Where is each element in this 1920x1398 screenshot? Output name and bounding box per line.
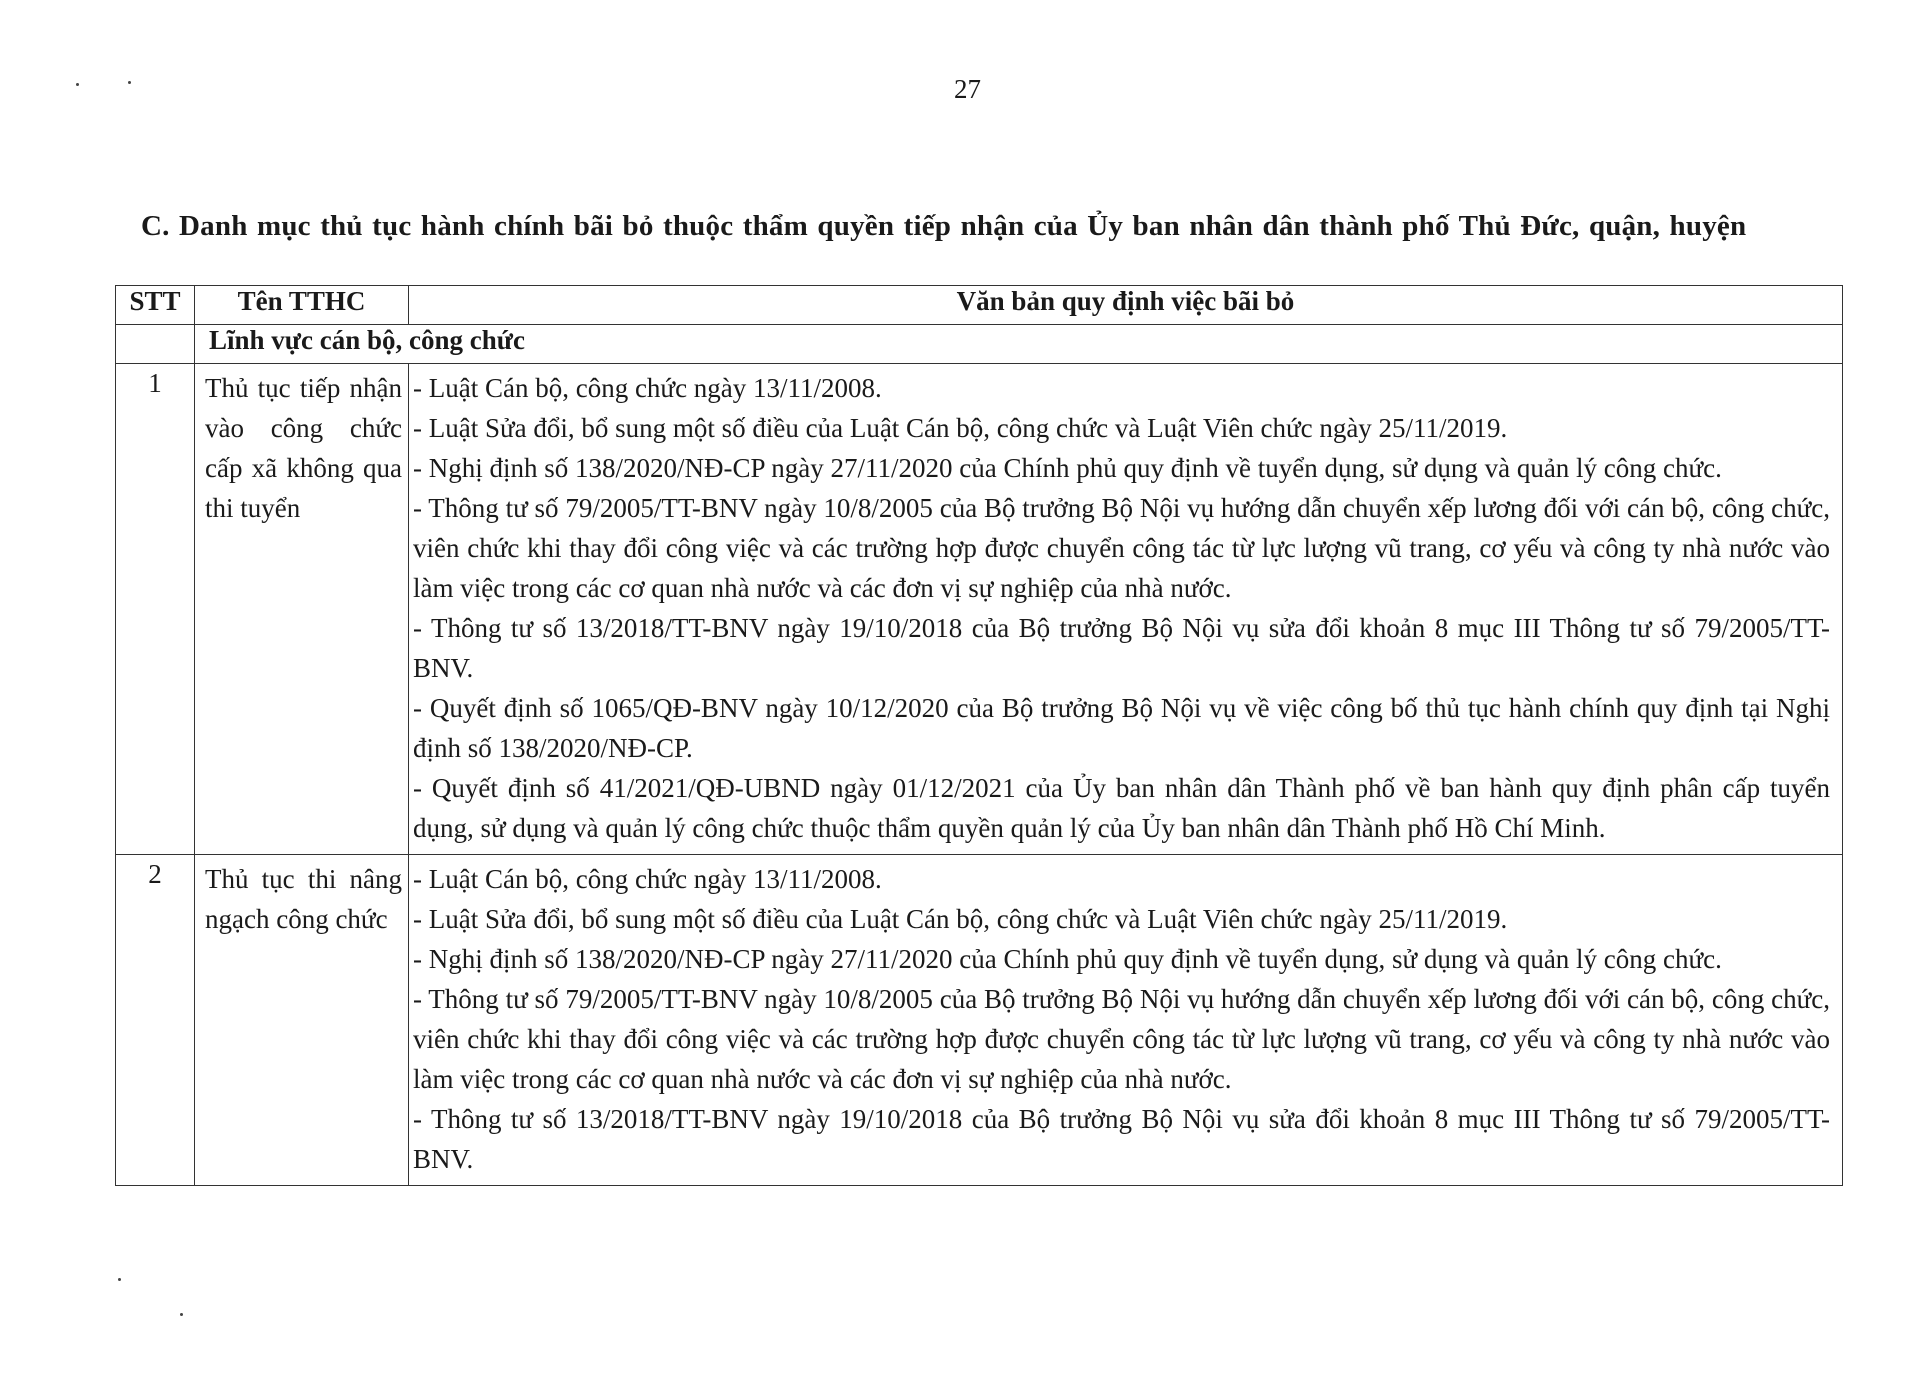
field-row-empty-cell <box>116 325 195 364</box>
field-row <box>116 325 1843 364</box>
document-item: - Luật Sửa đổi, bổ sung một số điều của Luật Cán bộ, công chức và Luật Viên chức ngày 25/11/2019. <box>413 413 1508 443</box>
procedures-table <box>115 285 1843 1186</box>
row-documents <box>409 364 1843 855</box>
scan-speck <box>118 1278 121 1281</box>
row-stt: 2 <box>116 855 195 1186</box>
row-stt: 1 <box>116 364 195 855</box>
page-number: 27 <box>954 74 981 104</box>
row-procedure-name: Thủ tục tiếp nhận vào công chức cấp xã không qua thi tuyển <box>195 364 409 855</box>
document-item: - Thông tư số 13/2018/TT-BNV ngày 19/10/2018 của Bộ trưởng Bộ Nội vụ sửa đổi khoản 8 mục III Thông tư số 79/2005/TT-BNV. <box>413 1104 1830 1174</box>
document-item: - Thông tư số 13/2018/TT-BNV ngày 19/10/2018 của Bộ trưởng Bộ Nội vụ sửa đổi khoản 8 mục III Thông tư số 79/2005/TT-BNV. <box>413 613 1830 683</box>
table-header-row <box>116 286 1843 325</box>
document-item: - Luật Cán bộ, công chức ngày 13/11/2008. <box>413 373 882 403</box>
header-stt: STT <box>116 286 195 325</box>
table-row <box>116 364 1843 855</box>
document-item: - Thông tư số 79/2005/TT-BNV ngày 10/8/2005 của Bộ trưởng Bộ Nội vụ hướng dẫn chuyển xếp lương đối với cán bộ, công chức, viên chức khi thay đổi công việc và các trường hợp được chuyển công tác từ lực lượng vũ trang, cơ yếu và công ty nhà nước vào làm việc trong các cơ quan nhà nước và các đơn vị sự nghiệp của nhà nước. <box>413 984 1830 1094</box>
document-item: - Thông tư số 79/2005/TT-BNV ngày 10/8/2005 của Bộ trưởng Bộ Nội vụ hướng dẫn chuyển xếp lương đối với cán bộ, công chức, viên chức khi thay đổi công việc và các trường hợp được chuyển công tác từ lực lượng vũ trang, cơ yếu và công ty nhà nước vào làm việc trong các cơ quan nhà nước và các đơn vị sự nghiệp của nhà nước. <box>413 493 1830 603</box>
row-documents <box>409 855 1843 1186</box>
section-title: C. Danh mục thủ tục hành chính bãi bỏ thuộc thẩm quyền tiếp nhận của Ủy ban nhân dân thành phố Thủ Đức, quận, huyện <box>141 210 1747 242</box>
document-item: - Luật Cán bộ, công chức ngày 13/11/2008. <box>413 864 882 894</box>
document-item: - Quyết định số 41/2021/QĐ-UBND ngày 01/12/2021 của Ủy ban nhân dân Thành phố về ban hành quy định phân cấp tuyển dụng, sử dụng và quản lý công chức thuộc thẩm quyền quản lý của Ủy ban nhân dân Thành phố Hồ Chí Minh. <box>413 773 1830 843</box>
document-item: - Nghị định số 138/2020/NĐ-CP ngày 27/11/2020 của Chính phủ quy định về tuyển dụng, sử dụng và quản lý công chức. <box>413 944 1722 974</box>
document-item: - Nghị định số 138/2020/NĐ-CP ngày 27/11/2020 của Chính phủ quy định về tuyển dụng, sử dụng và quản lý công chức. <box>413 453 1722 483</box>
row-procedure-name: Thủ tục thi nâng ngạch công chức <box>195 855 409 1186</box>
header-docs: Văn bản quy định việc bãi bỏ <box>409 286 1843 325</box>
scan-speck <box>180 1313 183 1316</box>
table-row <box>116 855 1843 1186</box>
document-item: - Quyết định số 1065/QĐ-BNV ngày 10/12/2020 của Bộ trưởng Bộ Nội vụ về việc công bố thủ tục hành chính quy định tại Nghị định số 138/2020/NĐ-CP. <box>413 693 1830 763</box>
field-label: Lĩnh vực cán bộ, công chức <box>195 325 1843 364</box>
header-name: Tên TTHC <box>195 286 409 325</box>
document-item: - Luật Sửa đổi, bổ sung một số điều của Luật Cán bộ, công chức và Luật Viên chức ngày 25/11/2019. <box>413 904 1508 934</box>
